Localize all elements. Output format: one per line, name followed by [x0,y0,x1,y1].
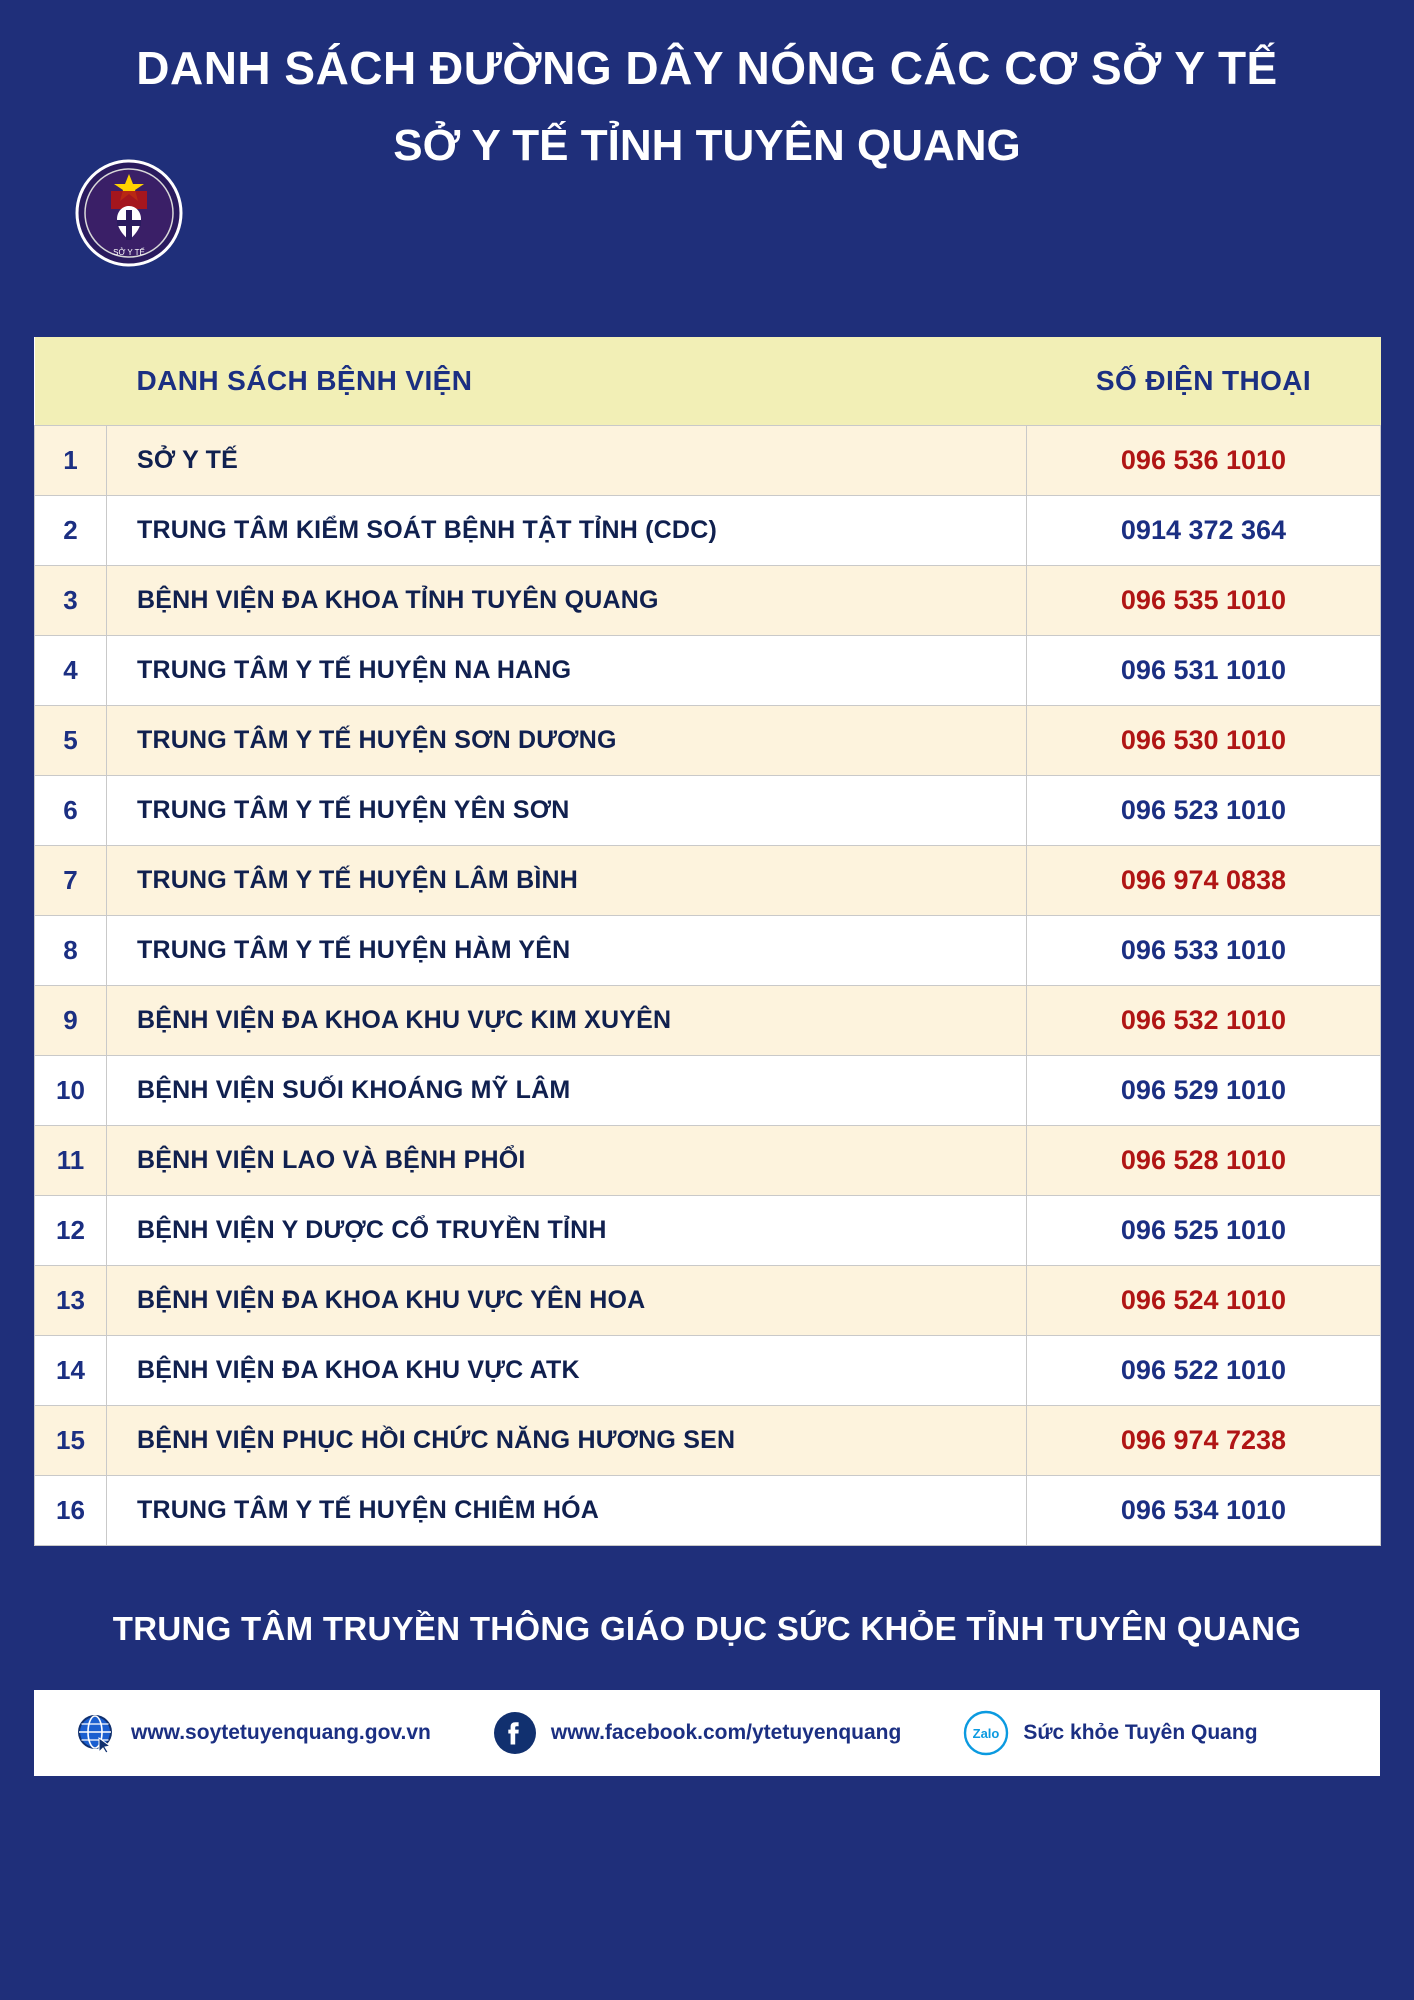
row-hospital-name: TRUNG TÂM Y TẾ HUYỆN LÂM BÌNH [107,846,1027,916]
zalo-icon [963,1710,1009,1756]
health-department-logo [66,158,192,268]
row-index: 10 [35,1056,107,1126]
row-index: 12 [35,1196,107,1266]
footer-organization: TRUNG TÂM TRUYỀN THÔNG GIÁO DỤC SỨC KHỎE TỈNH TUYÊN QUANG [112,1610,1302,1647]
table-row [35,636,1381,706]
table-body [35,426,1381,1546]
hotline-table [34,337,1381,1546]
row-hospital-name: TRUNG TÂM Y TẾ HUYỆN CHIÊM HÓA [107,1476,1027,1546]
table-row [35,496,1381,566]
table-row [35,1336,1381,1406]
row-index: 3 [35,566,107,636]
page-title-line1: DANH SÁCH ĐƯỜNG DÂY NÓNG CÁC CƠ SỞ Y TẾ [136,42,1278,94]
zalo-account-name: Sức khỏe Tuyên Quang [1023,1721,1258,1744]
row-phone-number: 096 533 1010 [1027,916,1381,986]
row-index: 15 [35,1406,107,1476]
globe-icon [75,1712,117,1754]
row-phone-number: 096 530 1010 [1027,706,1381,776]
table-row [35,566,1381,636]
row-index: 5 [35,706,107,776]
row-hospital-name: BỆNH VIỆN ĐA KHOA KHU VỰC YÊN HOA [107,1266,1027,1336]
page-title-line2: SỞ Y TẾ TỈNH TUYÊN QUANG [393,120,1021,170]
table-row [35,1196,1381,1266]
table-row [35,846,1381,916]
row-hospital-name: TRUNG TÂM Y TẾ HUYỆN SƠN DƯƠNG [107,706,1027,776]
row-phone-number: 096 523 1010 [1027,776,1381,846]
row-phone-number: 096 534 1010 [1027,1476,1381,1546]
row-phone-number: 096 524 1010 [1027,1266,1381,1336]
row-hospital-name: TRUNG TÂM KIỂM SOÁT BỆNH TẬT TỈNH (CDC) [107,496,1027,566]
row-hospital-name: TRUNG TÂM Y TẾ HUYỆN HÀM YÊN [107,916,1027,986]
table-row [35,706,1381,776]
row-hospital-name: BỆNH VIỆN ĐA KHOA KHU VỰC ATK [107,1336,1027,1406]
poster-header [0,0,1414,173]
row-index: 1 [35,426,107,496]
row-phone-number: 096 974 0838 [1027,846,1381,916]
logo-icon [66,158,192,268]
row-phone-number: 096 522 1010 [1027,1336,1381,1406]
row-hospital-name: TRUNG TÂM Y TẾ HUYỆN YÊN SƠN [107,776,1027,846]
facebook-icon [493,1711,537,1755]
website-url: www.soytetuyenquang.gov.vn [131,1721,431,1744]
table-row [35,1476,1381,1546]
column-header-hospital: DANH SÁCH BỆNH VIỆN [107,337,1027,426]
table-row [35,776,1381,846]
row-index: 7 [35,846,107,916]
row-index: 16 [35,1476,107,1546]
row-phone-number: 096 535 1010 [1027,566,1381,636]
zalo-link[interactable] [963,1710,1257,1756]
row-phone-number: 096 532 1010 [1027,986,1381,1056]
footer-contact-bar [34,1690,1380,1776]
row-hospital-name: BỆNH VIỆN ĐA KHOA KHU VỰC KIM XUYÊN [107,986,1027,1056]
svg-text:SỞ Y TẾ: SỞ Y TẾ [113,248,145,257]
row-hospital-name: TRUNG TÂM Y TẾ HUYỆN NA HANG [107,636,1027,706]
row-hospital-name: BỆNH VIỆN SUỐI KHOÁNG MỸ LÂM [107,1056,1027,1126]
table-header [35,337,1381,426]
row-index: 14 [35,1336,107,1406]
table-row [35,1126,1381,1196]
hotline-table-container [34,337,1380,1546]
row-phone-number: 0914 372 364 [1027,496,1381,566]
table-row [35,426,1381,496]
facebook-url: www.facebook.com/ytetuyenquang [550,1721,902,1744]
row-index: 8 [35,916,107,986]
row-index: 9 [35,986,107,1056]
table-row [35,1056,1381,1126]
row-hospital-name: BỆNH VIỆN LAO VÀ BỆNH PHỔI [107,1126,1027,1196]
row-phone-number: 096 531 1010 [1027,636,1381,706]
table-header-row [35,337,1381,426]
row-phone-number: 096 528 1010 [1027,1126,1381,1196]
row-phone-number: 096 536 1010 [1027,426,1381,496]
row-phone-number: 096 525 1010 [1027,1196,1381,1266]
row-index: 6 [35,776,107,846]
row-index: 11 [35,1126,107,1196]
zalo-badge-text: Zalo [972,1726,1000,1741]
website-link[interactable] [75,1712,431,1754]
row-hospital-name: BỆNH VIỆN PHỤC HỒI CHỨC NĂNG HƯƠNG SEN [107,1406,1027,1476]
row-hospital-name: SỞ Y TẾ [107,426,1027,496]
facebook-link[interactable] [493,1711,901,1755]
column-header-phone: SỐ ĐIỆN THOẠI [1027,337,1381,426]
table-row [35,986,1381,1056]
table-row [35,916,1381,986]
column-header-index [35,337,107,426]
row-hospital-name: BỆNH VIỆN ĐA KHOA TỈNH TUYÊN QUANG [107,566,1027,636]
row-phone-number: 096 529 1010 [1027,1056,1381,1126]
row-index: 4 [35,636,107,706]
table-row [35,1266,1381,1336]
row-index: 13 [35,1266,107,1336]
table-row [35,1406,1381,1476]
row-phone-number: 096 974 7238 [1027,1406,1381,1476]
row-hospital-name: BỆNH VIỆN Y DƯỢC CỔ TRUYỀN TỈNH [107,1196,1027,1266]
row-index: 2 [35,496,107,566]
